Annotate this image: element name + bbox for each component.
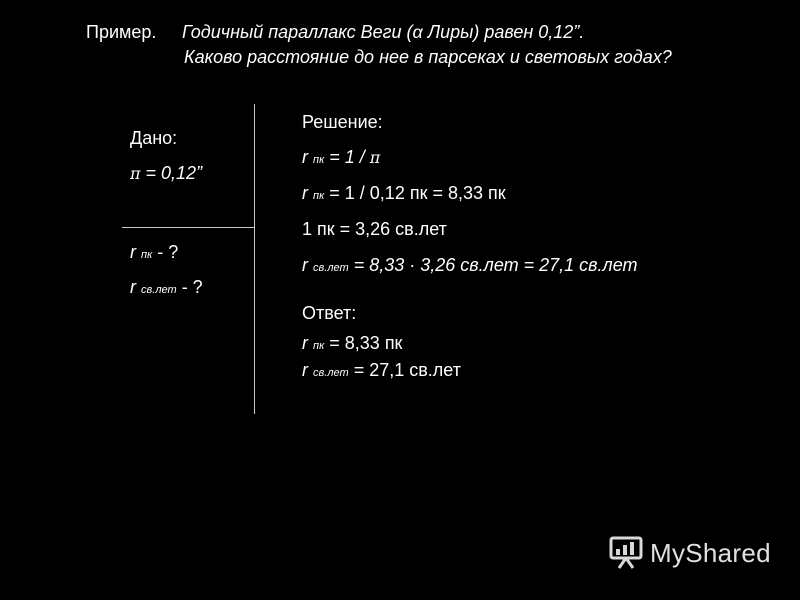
formula-var: r — [302, 147, 308, 167]
formula-var: r — [302, 255, 308, 275]
formula-sub: св.лет — [313, 262, 349, 274]
unknown-rest: - ? — [176, 277, 203, 297]
problem-line-2: Каково расстояние до нее в парсеках и световых годах? — [184, 47, 672, 67]
answer-var: r — [302, 333, 308, 353]
pi-value: = 0,12” — [140, 163, 203, 183]
formula-sub: пк — [313, 190, 325, 202]
formula-3: 1 пк = 3,26 св.лет — [302, 219, 447, 239]
solution-title: Решение: — [302, 112, 383, 132]
presentation-board-icon — [608, 536, 644, 570]
example-label — [86, 22, 156, 43]
given-title: Дано: — [130, 128, 178, 148]
answer-1 — [302, 333, 402, 354]
problem-line-1: Годичный параллакс Веги (α Лиры) равен 0,12”. — [182, 22, 585, 42]
answer-title: Ответ: — [302, 303, 357, 323]
answer-2 — [302, 360, 461, 381]
horizontal-divider — [122, 227, 254, 228]
unknown-sub: пк — [141, 249, 153, 261]
formula-rest: = 1 / 0,12 пк = 8,33 пк — [324, 183, 506, 203]
example-prefix: Пример. — [86, 22, 157, 42]
formula-var: r — [302, 183, 308, 203]
logo-text: MyShared — [650, 537, 771, 568]
answer-var: r — [302, 360, 308, 380]
answer-sub: св.лет — [313, 367, 349, 379]
formula-2 — [302, 183, 506, 204]
pi-symbol: π — [369, 148, 381, 167]
formula-rest: = 8,33 · 3,26 св.лет = 27,1 св.лет — [348, 255, 638, 275]
myshared-logo — [608, 536, 771, 570]
unknown-var: r — [130, 242, 136, 262]
formula-rest: = 1 / — [324, 147, 370, 167]
unknown-var: r — [130, 277, 136, 297]
pi-symbol: π — [130, 164, 141, 183]
formula-sub: пк — [313, 154, 325, 166]
unknown-rest: - ? — [152, 242, 179, 262]
unknown-r-ly — [130, 277, 203, 298]
formula-1 — [302, 147, 380, 168]
given-pi — [130, 163, 202, 184]
unknown-sub: св.лет — [141, 284, 177, 296]
answer-rest: = 27,1 св.лет — [348, 360, 461, 380]
answer-sub: пк — [313, 340, 325, 352]
answer-rest: = 8,33 пк — [324, 333, 403, 353]
vertical-divider — [254, 104, 255, 414]
unknown-r-pc — [130, 242, 178, 263]
formula-4 — [302, 255, 638, 276]
